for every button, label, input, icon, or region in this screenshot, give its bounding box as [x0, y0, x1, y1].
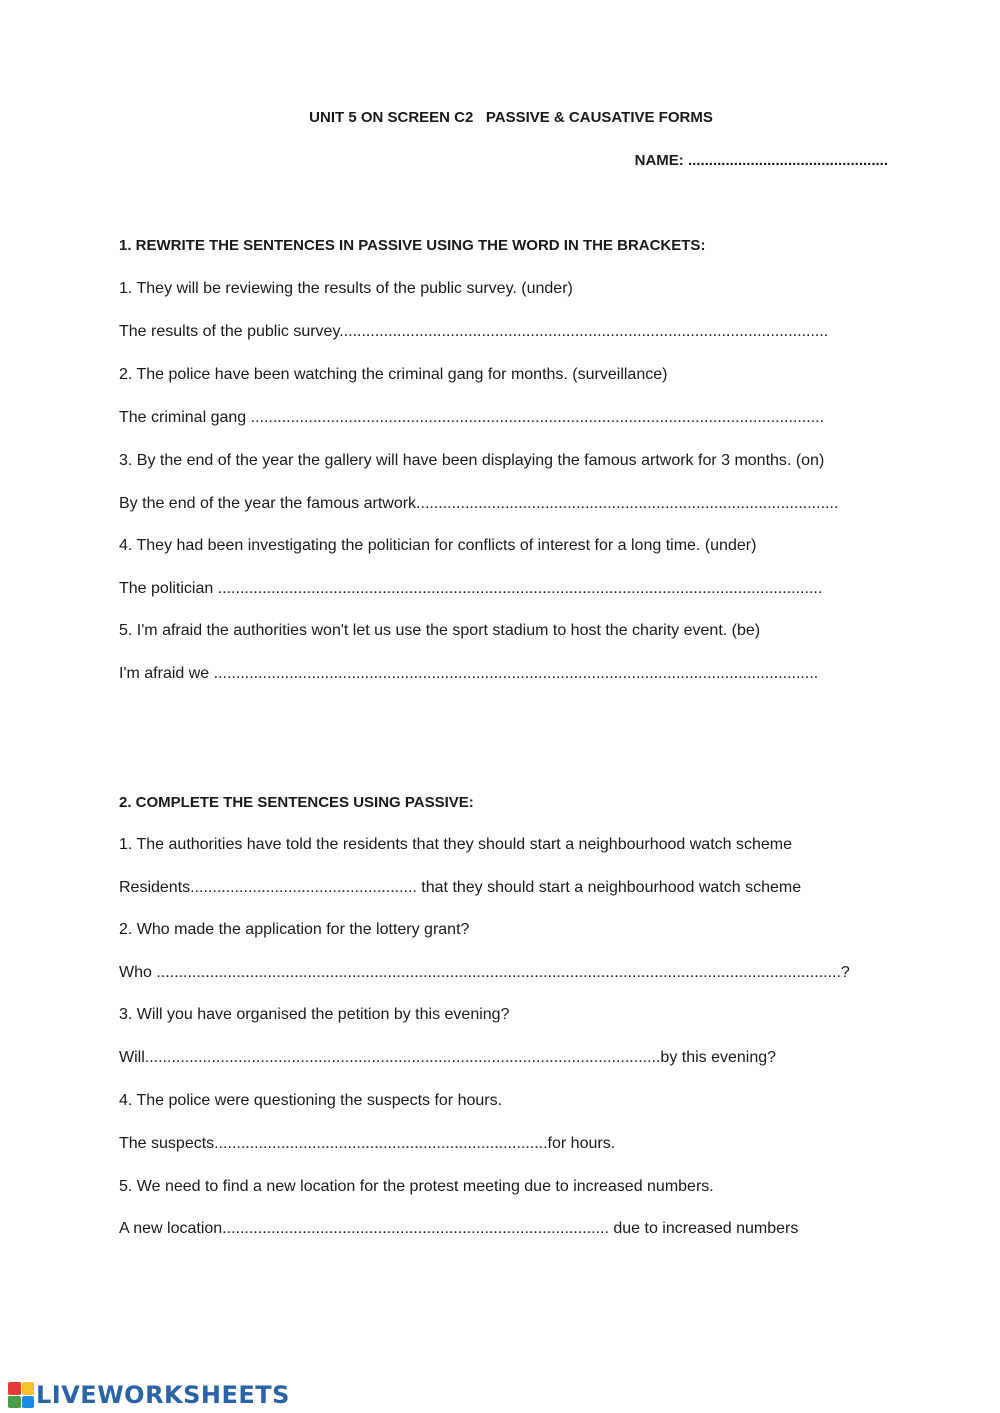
exercise1-prompt: 3. By the end of the year the gallery will have been displaying the famous artwork for 3 months. (on)	[119, 452, 825, 469]
exercise1-answer-blank[interactable]: I'm afraid we ........................................................................................................................................	[119, 665, 819, 682]
logo-square-red	[8, 1382, 21, 1395]
liveworksheets-logo	[8, 1380, 290, 1410]
exercise2-answer-blank[interactable]: A new location....................................................................................... due to increased numbers	[119, 1220, 799, 1237]
logo-square-blue	[22, 1396, 35, 1409]
student-name-field[interactable]: NAME: ................................................	[634, 152, 888, 169]
section1-heading: 1. REWRITE THE SENTENCES IN PASSIVE USING THE WORD IN THE BRACKETS:	[119, 237, 706, 254]
exercise2-answer-blank[interactable]: Who ..........................................................................................................................................................?	[119, 964, 850, 981]
exercise2-answer-blank[interactable]: Will....................................................................................................................by this evening?	[119, 1049, 777, 1066]
exercise2-prompt: 2. Who made the application for the lottery grant?	[119, 921, 470, 938]
exercise2-prompt: 4. The police were questioning the suspects for hours.	[119, 1092, 503, 1109]
exercise2-prompt: 3. Will you have organised the petition by this evening?	[119, 1006, 510, 1023]
exercise2-prompt: 1. The authorities have told the residents that they should start a neighbourhood watch scheme	[119, 836, 793, 853]
exercise2-answer-blank[interactable]: Residents................................................... that they should start a neighbourhood watch scheme	[119, 879, 802, 896]
exercise2-prompt: 5. We need to find a new location for the protest meeting due to increased numbers.	[119, 1178, 714, 1195]
section2-heading: 2. COMPLETE THE SENTENCES USING PASSIVE:	[119, 794, 474, 811]
exercise1-answer-blank[interactable]: The results of the public survey..............................................................................................................	[119, 323, 829, 340]
logo-square-yellow	[22, 1382, 35, 1395]
page-title: UNIT 5 ON SCREEN C2 PASSIVE & CAUSATIVE FORMS	[309, 109, 713, 126]
logo-square-green	[8, 1396, 21, 1409]
exercise1-answer-blank[interactable]: The criminal gang .................................................................................................................................	[119, 409, 825, 426]
exercise1-prompt: 4. They had been investigating the politician for conflicts of interest for a long time. (under)	[119, 537, 757, 554]
logo-text: LIVEWORKSHEETS	[36, 1381, 290, 1409]
exercise1-answer-blank[interactable]: By the end of the year the famous artwork...............................................................................................	[119, 495, 839, 512]
exercise1-prompt: 2. The police have been watching the criminal gang for months. (surveillance)	[119, 366, 668, 383]
exercise1-prompt: 1. They will be reviewing the results of the public survey. (under)	[119, 280, 573, 297]
exercise2-answer-blank[interactable]: The suspects...........................................................................for hours.	[119, 1135, 616, 1152]
exercise1-prompt: 5. I'm afraid the authorities won't let us use the sport stadium to host the charity event. (be)	[119, 622, 761, 639]
exercise1-answer-blank[interactable]: The politician ........................................................................................................................................	[119, 580, 823, 597]
logo-grid-icon	[8, 1382, 34, 1408]
